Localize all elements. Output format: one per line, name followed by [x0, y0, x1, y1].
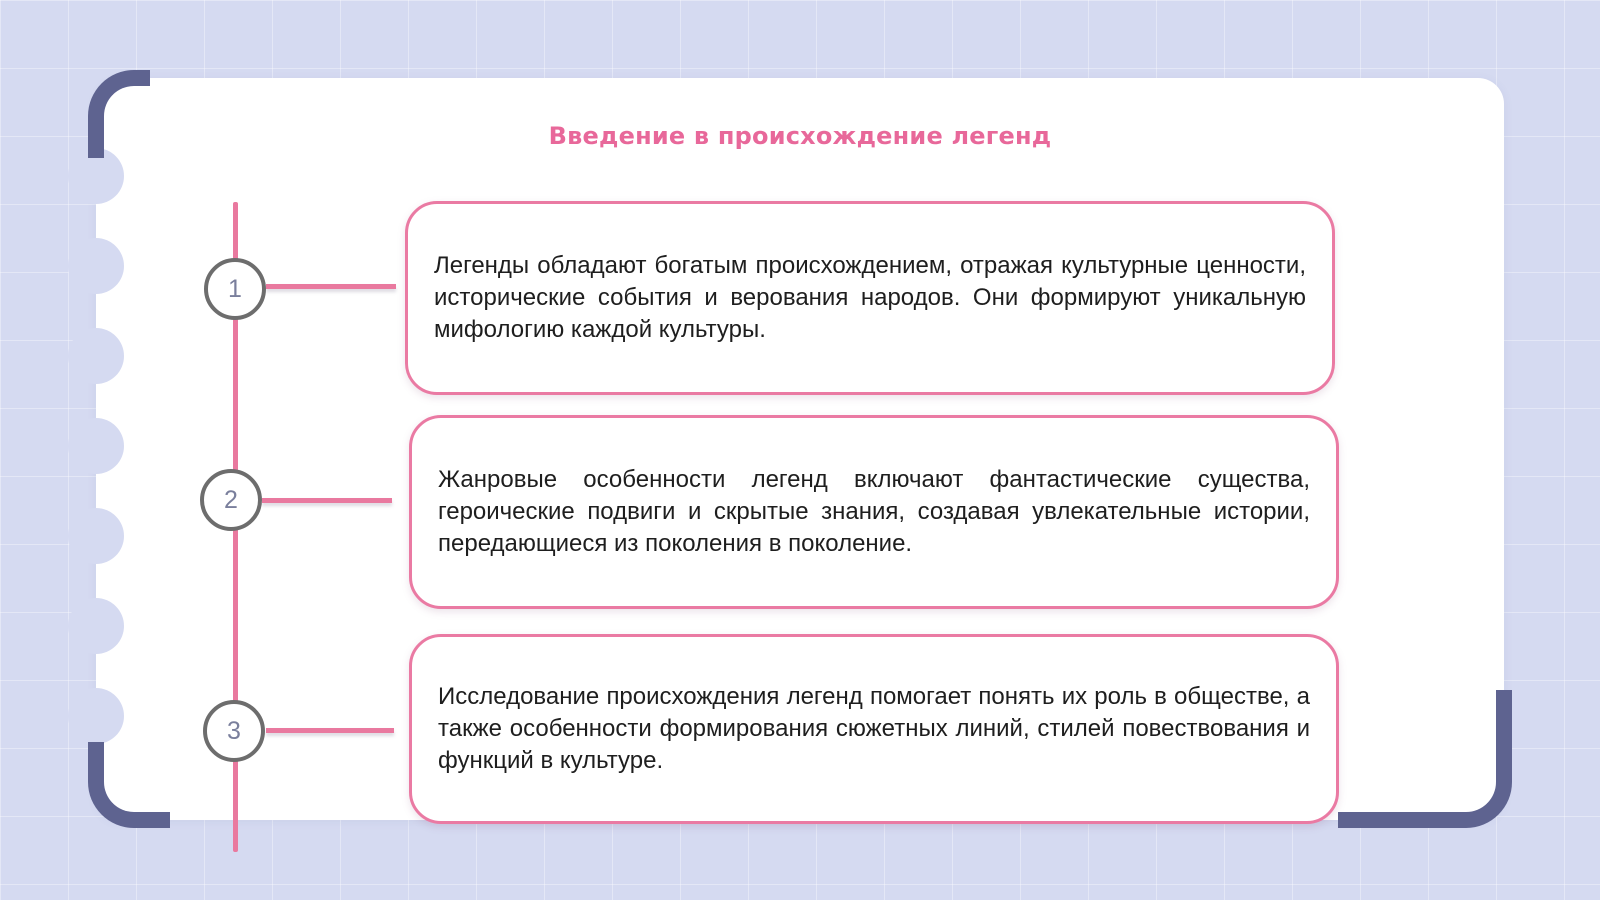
- content-text: Исследование происхождения легенд помогает понять их роль в обществе, а также особенности формирования сюжетных линий, стилей повествования и функций в культуре.: [438, 683, 1310, 774]
- content-box: [409, 415, 1339, 609]
- slide-title: Введение в происхождение легенд: [548, 122, 1052, 150]
- timeline-marker: 1: [204, 258, 266, 320]
- content-box: [409, 634, 1339, 824]
- scallop-decoration: [68, 688, 124, 744]
- scallop-decoration: [68, 508, 124, 564]
- scallop-decoration: [68, 238, 124, 294]
- timeline-connector: [262, 498, 392, 503]
- timeline-marker: 3: [203, 700, 265, 762]
- corner-bracket-bottom-left: [88, 742, 170, 828]
- timeline-connector: [266, 284, 396, 289]
- content-text: Легенды обладают богатым происхождением, отражая культурные ценности, исторические события и верования народов. Они формируют уникальную мифологию каждой культуры.: [434, 252, 1306, 343]
- scallop-decoration: [68, 418, 124, 474]
- corner-bracket-bottom-right: [1338, 690, 1512, 828]
- content-text: Жанровые особенности легенд включают фантастические существа, героические подвиги и скрытые знания, создавая увлекательные истории, передающиеся из поколения в поколение.: [438, 466, 1310, 557]
- scallop-decoration: [68, 598, 124, 654]
- scallop-decoration: [68, 328, 124, 384]
- timeline-connector: [266, 728, 394, 733]
- content-box: [405, 201, 1335, 395]
- timeline-marker: 2: [200, 469, 262, 531]
